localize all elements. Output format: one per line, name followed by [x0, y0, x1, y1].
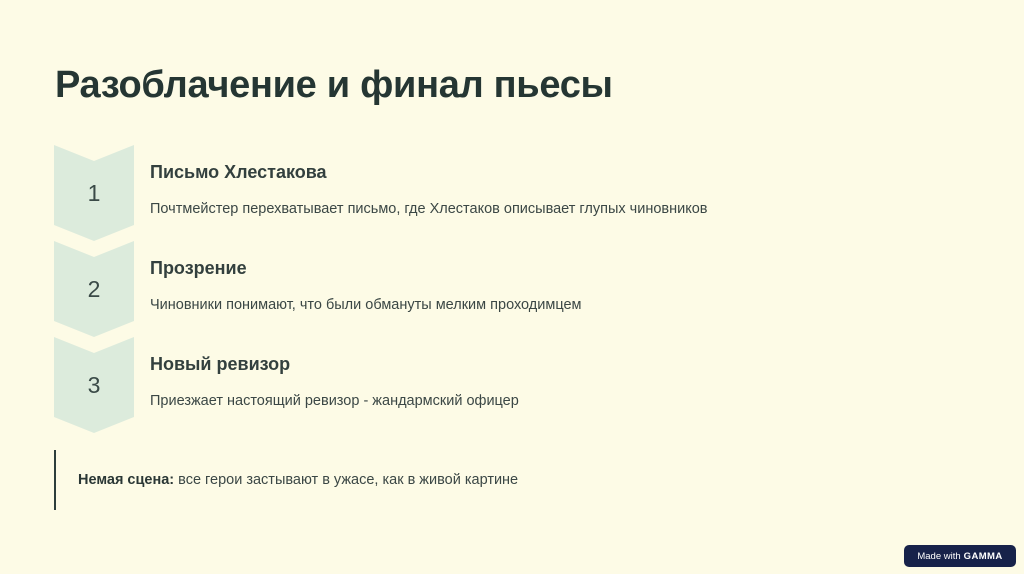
step-description-3: Приезжает настоящий ревизор - жандармский офицер — [150, 393, 519, 409]
step-number-2: 2 — [87, 276, 101, 302]
note-text: все герои застывают в ужасе, как в живой картине — [174, 472, 519, 488]
step-heading-1: Письмо Хлестакова — [150, 162, 327, 182]
made-with-gamma-badge[interactable] — [904, 545, 1016, 567]
note-label: Немая сцена: — [78, 472, 175, 488]
step-heading-2: Прозрение — [150, 258, 247, 278]
step-2 — [54, 241, 774, 337]
slide-title: Разоблачение и финал пьесы — [55, 64, 613, 106]
step-number-3: 3 — [87, 372, 101, 398]
step-1 — [54, 145, 774, 241]
step-description-2: Чиновники понимают, что были обмануты мелким проходимцем — [150, 297, 582, 313]
silent-scene-note — [54, 450, 518, 510]
step-3 — [54, 337, 774, 433]
badge-prefix: Made with — [917, 550, 961, 562]
step-description-1: Почтмейстер перехватывает письмо, где Хлестаков описывает глупых чиновников — [150, 201, 708, 217]
gamma-logo-text: GAMMA — [963, 550, 1003, 562]
step-heading-3: Новый ревизор — [150, 354, 291, 374]
step-number-1: 1 — [87, 180, 101, 206]
